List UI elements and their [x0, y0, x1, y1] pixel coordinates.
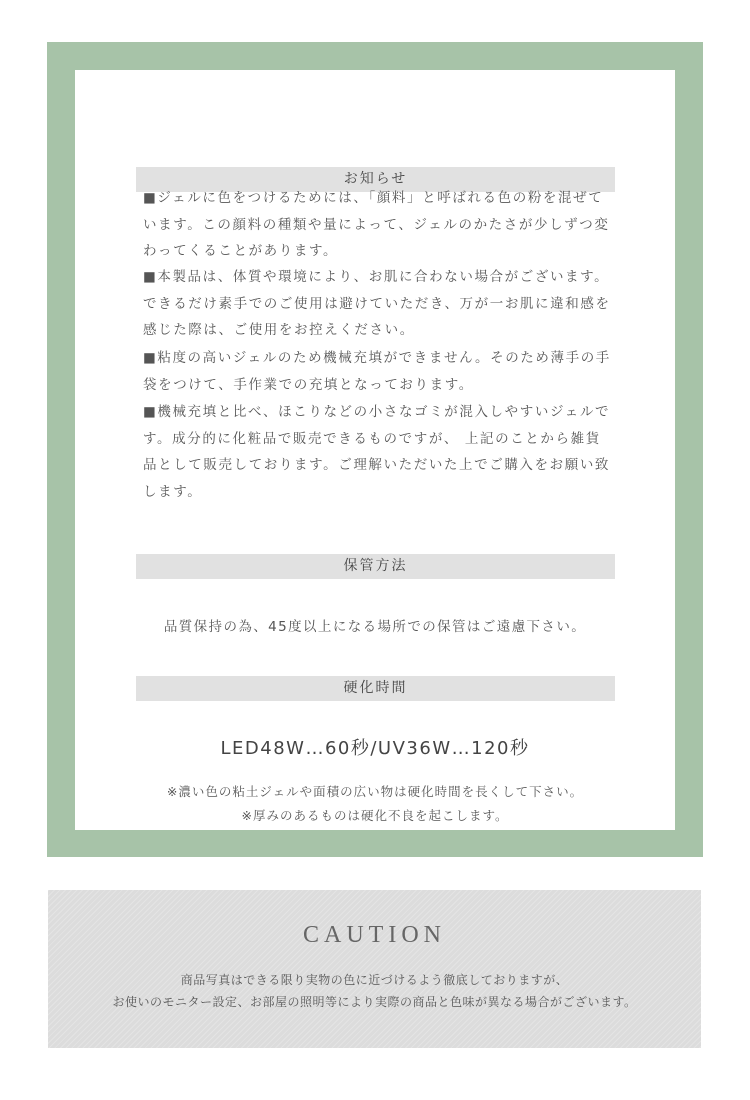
- caution-line-1: 商品写真はできる限り実物の色に近づけるよう徹底しておりますが、: [180, 973, 569, 987]
- storage-text: 品質保持の為、45度以上になる場所での保管はご遠慮下さい。: [163, 619, 587, 635]
- curing-time: LED48W…60秒/UV36W…120秒: [220, 738, 530, 759]
- curing-title: 硬化時間: [343, 680, 408, 696]
- curing-header: [136, 676, 615, 701]
- curing-note-2: ※厚みのあるものは硬化不良を起こします。: [241, 808, 509, 823]
- caution-title: CAUTION: [303, 922, 446, 948]
- storage-header: [136, 554, 615, 579]
- storage-title: 保管方法: [343, 558, 408, 574]
- curing-note-1: ※濃い色の粘土ジェルや面積の広い物は硬化時間を長くして下さい。: [166, 784, 584, 799]
- notice-paragraph-1: ■ジェルに色をつけるためには、「顔料」と呼ばれる色の粉を混ぜています。この顔料の種類や量によって、ジェルのかたさが少しずつ変わってくることがあります。: [143, 190, 610, 259]
- caution-box: [48, 890, 701, 1048]
- notice-paragraph-2: ■本製品は、体質や環境により、お肌に合わない場合がございます。できるだけ素手でのご使用は避けていただき、万が一お肌に違和感を感じた際は、ご使用をお控えください。: [143, 269, 611, 338]
- notice-title: お知らせ: [343, 171, 408, 187]
- caution-line-2: お使いのモニター設定、お部屋の照明等により実際の商品と色味が異なる場合がございます。: [112, 995, 637, 1009]
- notice-paragraph-3: ■粘度の高いジェルのため機械充填ができません。そのため薄手の手袋をつけて、手作業での充填となっております。: [143, 350, 611, 393]
- info-frame: [47, 42, 703, 857]
- info-panel: [75, 70, 675, 830]
- notice-paragraph-4: ■機械充填と比べ、ほこりなどの小さなゴミが混入しやすいジェルです。成分的に化粧品で販売できるものですが、 上記のことから雑貨品として販売しております。ご理解いただいた上でご購入をお願い致します。: [143, 404, 611, 500]
